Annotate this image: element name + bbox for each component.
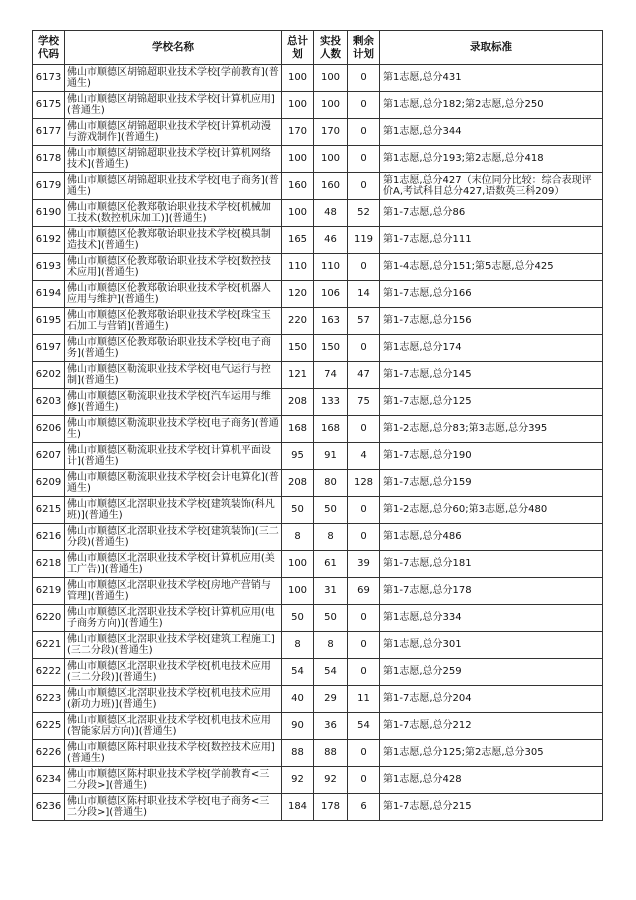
remaining-plan-cell: 14	[348, 281, 380, 308]
school-code-cell: 6190	[33, 200, 65, 227]
school-code-cell: 6219	[33, 578, 65, 605]
table-row	[33, 551, 603, 578]
school-code-cell: 6177	[33, 119, 65, 146]
school-code-cell: 6209	[33, 470, 65, 497]
admission-standard-cell: 第1-7志愿,总分166	[380, 281, 603, 308]
admission-standard-cell: 第1-7志愿,总分178	[380, 578, 603, 605]
admission-standard-cell: 第1-2志愿,总分83;第3志愿,总分395	[380, 416, 603, 443]
school-name-cell: 佛山市顺德区伦教郑敬诒职业技术学校[模具制造技术](普通生)	[65, 227, 282, 254]
school-code-cell: 6221	[33, 632, 65, 659]
admission-results-sheet	[32, 30, 603, 821]
admission-standard-cell: 第1-7志愿,总分181	[380, 551, 603, 578]
admission-standard-cell: 第1志愿,总分334	[380, 605, 603, 632]
school-name-cell: 佛山市顺德区胡锦超职业技术学校[计算机动漫与游戏制作](普通生)	[65, 119, 282, 146]
school-name-cell: 佛山市顺德区伦教郑敬诒职业技术学校[珠宝玉石加工与营销](普通生)	[65, 308, 282, 335]
school-name-cell: 佛山市顺德区勒流职业技术学校[汽车运用与维修](普通生)	[65, 389, 282, 416]
header-admission-standard: 录取标准	[380, 31, 603, 65]
admission-standard-cell: 第1志愿,总分344	[380, 119, 603, 146]
school-code-cell: 6225	[33, 713, 65, 740]
table-body	[33, 65, 603, 821]
school-code-cell: 6207	[33, 443, 65, 470]
total-plan-cell: 100	[282, 92, 314, 119]
enrolled-cell: 80	[314, 470, 348, 497]
school-code-cell: 6215	[33, 497, 65, 524]
school-name-cell: 佛山市顺德区勒流职业技术学校[电气运行与控制](普通生)	[65, 362, 282, 389]
total-plan-cell: 121	[282, 362, 314, 389]
school-code-cell: 6220	[33, 605, 65, 632]
school-code-cell: 6173	[33, 65, 65, 92]
admission-standard-cell: 第1志愿,总分125;第2志愿,总分305	[380, 740, 603, 767]
table-header	[33, 31, 603, 65]
total-plan-cell: 8	[282, 524, 314, 551]
enrolled-cell: 50	[314, 605, 348, 632]
school-name-cell: 佛山市顺德区陈村职业技术学校[学前教育<三二分段>](普通生)	[65, 767, 282, 794]
table-row	[33, 65, 603, 92]
enrolled-cell: 46	[314, 227, 348, 254]
school-code-cell: 6192	[33, 227, 65, 254]
school-code-cell: 6197	[33, 335, 65, 362]
table-row	[33, 740, 603, 767]
table-row	[33, 200, 603, 227]
remaining-plan-cell: 0	[348, 497, 380, 524]
admission-standard-cell: 第1-7志愿,总分111	[380, 227, 603, 254]
admission-standard-cell: 第1志愿,总分428	[380, 767, 603, 794]
total-plan-cell: 8	[282, 632, 314, 659]
remaining-plan-cell: 0	[348, 173, 380, 200]
remaining-plan-cell: 0	[348, 92, 380, 119]
admission-standard-cell: 第1志愿,总分193;第2志愿,总分418	[380, 146, 603, 173]
enrolled-cell: 31	[314, 578, 348, 605]
table-row	[33, 92, 603, 119]
admission-standard-cell: 第1志愿,总分301	[380, 632, 603, 659]
total-plan-cell: 100	[282, 551, 314, 578]
school-name-cell: 佛山市顺德区伦教郑敬诒职业技术学校[机械加工技术(数控机床加工)](普通生)	[65, 200, 282, 227]
total-plan-cell: 100	[282, 65, 314, 92]
remaining-plan-cell: 0	[348, 416, 380, 443]
table-row	[33, 146, 603, 173]
table-row	[33, 389, 603, 416]
enrolled-cell: 106	[314, 281, 348, 308]
admission-standard-cell: 第1-7志愿,总分212	[380, 713, 603, 740]
admission-standard-cell: 第1-7志愿,总分159	[380, 470, 603, 497]
school-code-cell: 6234	[33, 767, 65, 794]
school-name-cell: 佛山市顺德区胡锦超职业技术学校[学前教育](普通生)	[65, 65, 282, 92]
table-row	[33, 578, 603, 605]
school-code-cell: 6202	[33, 362, 65, 389]
school-name-cell: 佛山市顺德区勒流职业技术学校[计算机平面设计](普通生)	[65, 443, 282, 470]
school-name-cell: 佛山市顺德区陈村职业技术学校[数控技术应用](普通生)	[65, 740, 282, 767]
remaining-plan-cell: 0	[348, 146, 380, 173]
school-code-cell: 6236	[33, 794, 65, 821]
header-enrolled: 实投人数	[314, 31, 348, 65]
school-code-cell: 6193	[33, 254, 65, 281]
admission-standard-cell: 第1-4志愿,总分151;第5志愿,总分425	[380, 254, 603, 281]
table-row	[33, 632, 603, 659]
table-row	[33, 335, 603, 362]
header-total-plan: 总计划	[282, 31, 314, 65]
remaining-plan-cell: 0	[348, 659, 380, 686]
admission-standard-cell: 第1志愿,总分427（末位同分比较：综合表现评价A,考试科目总分427,语数英三科209）	[380, 173, 603, 200]
enrolled-cell: 163	[314, 308, 348, 335]
remaining-plan-cell: 75	[348, 389, 380, 416]
total-plan-cell: 165	[282, 227, 314, 254]
school-code-cell: 6195	[33, 308, 65, 335]
school-name-cell: 佛山市顺德区伦教郑敬诒职业技术学校[电子商务](普通生)	[65, 335, 282, 362]
remaining-plan-cell: 0	[348, 605, 380, 632]
remaining-plan-cell: 0	[348, 119, 380, 146]
total-plan-cell: 220	[282, 308, 314, 335]
enrolled-cell: 8	[314, 632, 348, 659]
enrolled-cell: 74	[314, 362, 348, 389]
enrolled-cell: 36	[314, 713, 348, 740]
table-row	[33, 254, 603, 281]
remaining-plan-cell: 52	[348, 200, 380, 227]
admission-standard-cell: 第1志愿,总分182;第2志愿,总分250	[380, 92, 603, 119]
total-plan-cell: 170	[282, 119, 314, 146]
enrolled-cell: 160	[314, 173, 348, 200]
school-name-cell: 佛山市顺德区胡锦超职业技术学校[计算机应用](普通生)	[65, 92, 282, 119]
remaining-plan-cell: 54	[348, 713, 380, 740]
school-name-cell: 佛山市顺德区北滘职业技术学校[计算机应用(电子商务方向)](普通生)	[65, 605, 282, 632]
school-code-cell: 6218	[33, 551, 65, 578]
enrolled-cell: 92	[314, 767, 348, 794]
header-school-code: 学校代码	[33, 31, 65, 65]
school-name-cell: 佛山市顺德区北滘职业技术学校[房地产营销与管理](普通生)	[65, 578, 282, 605]
table-row	[33, 524, 603, 551]
admission-table	[32, 30, 603, 821]
table-row	[33, 605, 603, 632]
total-plan-cell: 100	[282, 578, 314, 605]
enrolled-cell: 178	[314, 794, 348, 821]
enrolled-cell: 88	[314, 740, 348, 767]
table-row	[33, 416, 603, 443]
enrolled-cell: 150	[314, 335, 348, 362]
total-plan-cell: 100	[282, 200, 314, 227]
header-school-name: 学校名称	[65, 31, 282, 65]
school-name-cell: 佛山市顺德区勒流职业技术学校[电子商务](普通生)	[65, 416, 282, 443]
admission-standard-cell: 第1志愿,总分431	[380, 65, 603, 92]
remaining-plan-cell: 0	[348, 524, 380, 551]
table-row	[33, 767, 603, 794]
admission-standard-cell: 第1-7志愿,总分145	[380, 362, 603, 389]
total-plan-cell: 168	[282, 416, 314, 443]
school-name-cell: 佛山市顺德区伦教郑敬诒职业技术学校[机器人应用与维护](普通生)	[65, 281, 282, 308]
enrolled-cell: 50	[314, 497, 348, 524]
remaining-plan-cell: 6	[348, 794, 380, 821]
enrolled-cell: 110	[314, 254, 348, 281]
enrolled-cell: 170	[314, 119, 348, 146]
total-plan-cell: 92	[282, 767, 314, 794]
total-plan-cell: 160	[282, 173, 314, 200]
table-row	[33, 227, 603, 254]
admission-standard-cell: 第1-2志愿,总分60;第3志愿,总分480	[380, 497, 603, 524]
admission-standard-cell: 第1志愿,总分259	[380, 659, 603, 686]
enrolled-cell: 48	[314, 200, 348, 227]
enrolled-cell: 61	[314, 551, 348, 578]
table-row	[33, 362, 603, 389]
enrolled-cell: 8	[314, 524, 348, 551]
enrolled-cell: 100	[314, 92, 348, 119]
total-plan-cell: 208	[282, 470, 314, 497]
total-plan-cell: 150	[282, 335, 314, 362]
total-plan-cell: 50	[282, 497, 314, 524]
remaining-plan-cell: 47	[348, 362, 380, 389]
table-row	[33, 470, 603, 497]
table-row	[33, 794, 603, 821]
enrolled-cell: 100	[314, 65, 348, 92]
table-row	[33, 119, 603, 146]
table-row	[33, 281, 603, 308]
total-plan-cell: 100	[282, 146, 314, 173]
total-plan-cell: 50	[282, 605, 314, 632]
total-plan-cell: 110	[282, 254, 314, 281]
enrolled-cell: 168	[314, 416, 348, 443]
school-code-cell: 6203	[33, 389, 65, 416]
enrolled-cell: 54	[314, 659, 348, 686]
admission-standard-cell: 第1-7志愿,总分190	[380, 443, 603, 470]
school-name-cell: 佛山市顺德区北滘职业技术学校[机电技术应用(三二分段)](普通生)	[65, 659, 282, 686]
school-name-cell: 佛山市顺德区胡锦超职业技术学校[电子商务](普通生)	[65, 173, 282, 200]
table-row	[33, 659, 603, 686]
school-name-cell: 佛山市顺德区伦教郑敬诒职业技术学校[数控技术应用](普通生)	[65, 254, 282, 281]
total-plan-cell: 54	[282, 659, 314, 686]
school-code-cell: 6194	[33, 281, 65, 308]
total-plan-cell: 120	[282, 281, 314, 308]
admission-standard-cell: 第1志愿,总分174	[380, 335, 603, 362]
school-code-cell: 6179	[33, 173, 65, 200]
school-code-cell: 6216	[33, 524, 65, 551]
header-row	[33, 31, 603, 65]
remaining-plan-cell: 119	[348, 227, 380, 254]
remaining-plan-cell: 57	[348, 308, 380, 335]
remaining-plan-cell: 0	[348, 335, 380, 362]
school-name-cell: 佛山市顺德区北滘职业技术学校[计算机应用(美工广告)](普通生)	[65, 551, 282, 578]
school-name-cell: 佛山市顺德区北滘职业技术学校[建筑工程施工](三二分段)(普通生)	[65, 632, 282, 659]
school-name-cell: 佛山市顺德区北滘职业技术学校[建筑装饰](三二分段)(普通生)	[65, 524, 282, 551]
admission-standard-cell: 第1-7志愿,总分86	[380, 200, 603, 227]
total-plan-cell: 95	[282, 443, 314, 470]
remaining-plan-cell: 39	[348, 551, 380, 578]
admission-standard-cell: 第1-7志愿,总分156	[380, 308, 603, 335]
total-plan-cell: 90	[282, 713, 314, 740]
table-row	[33, 686, 603, 713]
enrolled-cell: 133	[314, 389, 348, 416]
school-code-cell: 6222	[33, 659, 65, 686]
school-name-cell: 佛山市顺德区陈村职业技术学校[电子商务<三二分段>](普通生)	[65, 794, 282, 821]
school-name-cell: 佛山市顺德区北滘职业技术学校[建筑装饰(科凡班)](普通生)	[65, 497, 282, 524]
total-plan-cell: 40	[282, 686, 314, 713]
school-code-cell: 6206	[33, 416, 65, 443]
table-row	[33, 308, 603, 335]
enrolled-cell: 100	[314, 146, 348, 173]
school-code-cell: 6223	[33, 686, 65, 713]
table-row	[33, 497, 603, 524]
remaining-plan-cell: 0	[348, 65, 380, 92]
remaining-plan-cell: 0	[348, 740, 380, 767]
remaining-plan-cell: 0	[348, 632, 380, 659]
remaining-plan-cell: 11	[348, 686, 380, 713]
school-name-cell: 佛山市顺德区北滘职业技术学校[机电技术应用(智能家居方向)](普通生)	[65, 713, 282, 740]
school-code-cell: 6175	[33, 92, 65, 119]
school-code-cell: 6226	[33, 740, 65, 767]
school-name-cell: 佛山市顺德区北滘职业技术学校[机电技术应用(新功力班)](普通生)	[65, 686, 282, 713]
remaining-plan-cell: 0	[348, 767, 380, 794]
header-remaining-plan: 剩余计划	[348, 31, 380, 65]
admission-standard-cell: 第1-7志愿,总分204	[380, 686, 603, 713]
table-row	[33, 713, 603, 740]
admission-standard-cell: 第1志愿,总分486	[380, 524, 603, 551]
table-row	[33, 173, 603, 200]
school-name-cell: 佛山市顺德区胡锦超职业技术学校[计算机网络技术](普通生)	[65, 146, 282, 173]
enrolled-cell: 29	[314, 686, 348, 713]
school-name-cell: 佛山市顺德区勒流职业技术学校[会计电算化](普通生)	[65, 470, 282, 497]
total-plan-cell: 184	[282, 794, 314, 821]
remaining-plan-cell: 69	[348, 578, 380, 605]
admission-standard-cell: 第1-7志愿,总分215	[380, 794, 603, 821]
remaining-plan-cell: 128	[348, 470, 380, 497]
enrolled-cell: 91	[314, 443, 348, 470]
admission-standard-cell: 第1-7志愿,总分125	[380, 389, 603, 416]
remaining-plan-cell: 4	[348, 443, 380, 470]
total-plan-cell: 88	[282, 740, 314, 767]
school-code-cell: 6178	[33, 146, 65, 173]
remaining-plan-cell: 0	[348, 254, 380, 281]
total-plan-cell: 208	[282, 389, 314, 416]
table-row	[33, 443, 603, 470]
